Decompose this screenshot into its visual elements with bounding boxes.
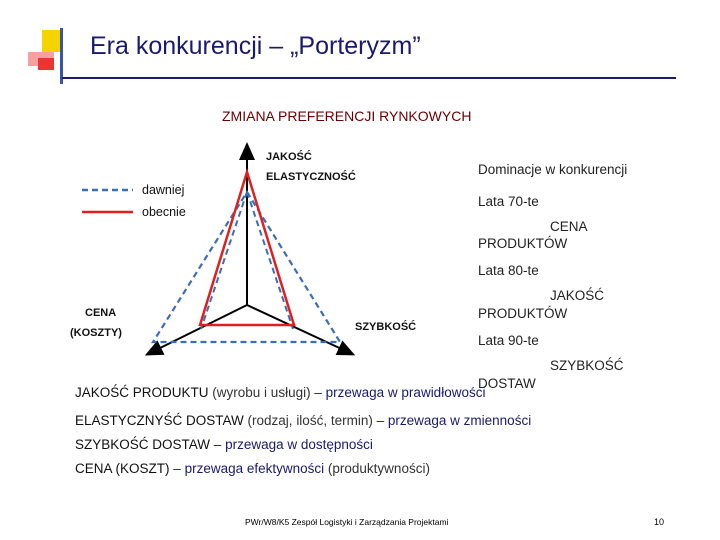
era-label: Lata 70-te [478, 194, 539, 209]
axis-left [152, 305, 247, 352]
era-line1: JAKOŚĆ [550, 288, 605, 303]
era-line1: SZYBKOŚĆ [550, 358, 624, 373]
advantage-text: przewaga w dostępności [225, 437, 373, 452]
axis-label-top-2: ELASTYCZNOŚĆ [266, 171, 356, 183]
panel-heading: Dominacje w konkurencji [478, 162, 628, 177]
preference-diagram [0, 0, 470, 385]
era-label: Lata 90-te [478, 333, 539, 348]
legend-past-label: dawniej [142, 183, 185, 197]
advantage-row [75, 461, 430, 476]
era-line2: DOSTAW [478, 376, 536, 391]
advantage-separator: – [314, 385, 322, 400]
era-line2: PRODUKTÓW [478, 306, 568, 321]
advantage-row [75, 413, 531, 428]
era-line1: CENA [550, 219, 588, 234]
axis-label-top-1: JAKOŚĆ [266, 151, 312, 163]
era-label: Lata 80-te [478, 263, 539, 278]
advantage-row [75, 385, 485, 400]
advantage-text: przewaga w prawidłowości [325, 385, 486, 400]
page-number: 10 [654, 517, 665, 527]
advantage-text: przewaga w zmienności [387, 413, 532, 428]
axis-label-left-2: (KOSZTY) [70, 327, 122, 339]
legend-present-label: obecnie [142, 205, 186, 219]
axis-label-left-1: CENA [85, 307, 117, 319]
advantage-text: przewaga efektywności [184, 461, 325, 476]
advantage-separator: – [376, 413, 385, 428]
footer-text: PWr/W8/K5 Zespół Logistyki i Zarządzania Projektami [245, 517, 449, 527]
advantage-detail: (rodzaj, ilość, termin) [247, 413, 373, 428]
advantage-row [75, 437, 373, 452]
advantage-tail: (produktywności) [327, 461, 430, 476]
axis-label-right: SZYBKOŚĆ [355, 321, 417, 333]
advantage-term: CENA (KOSZT) [75, 461, 170, 476]
advantage-detail: (wyrobu i usługi) [212, 385, 311, 400]
advantage-term: JAKOŚĆ PRODUKTU [75, 385, 209, 400]
advantage-term: ELASTYCZNYŚĆ DOSTAW [75, 413, 244, 428]
advantage-separator: – [213, 437, 222, 452]
slide-title: Era konkurencji – „Porteryzm” [90, 32, 421, 60]
advantage-separator: – [173, 461, 181, 476]
advantage-term: SZYBKOŚĆ DOSTAW [75, 437, 211, 452]
era-line2: PRODUKTÓW [478, 236, 568, 251]
diagram-subtitle: ZMIANA PREFERENCJI RYNKOWYCH [222, 108, 472, 124]
